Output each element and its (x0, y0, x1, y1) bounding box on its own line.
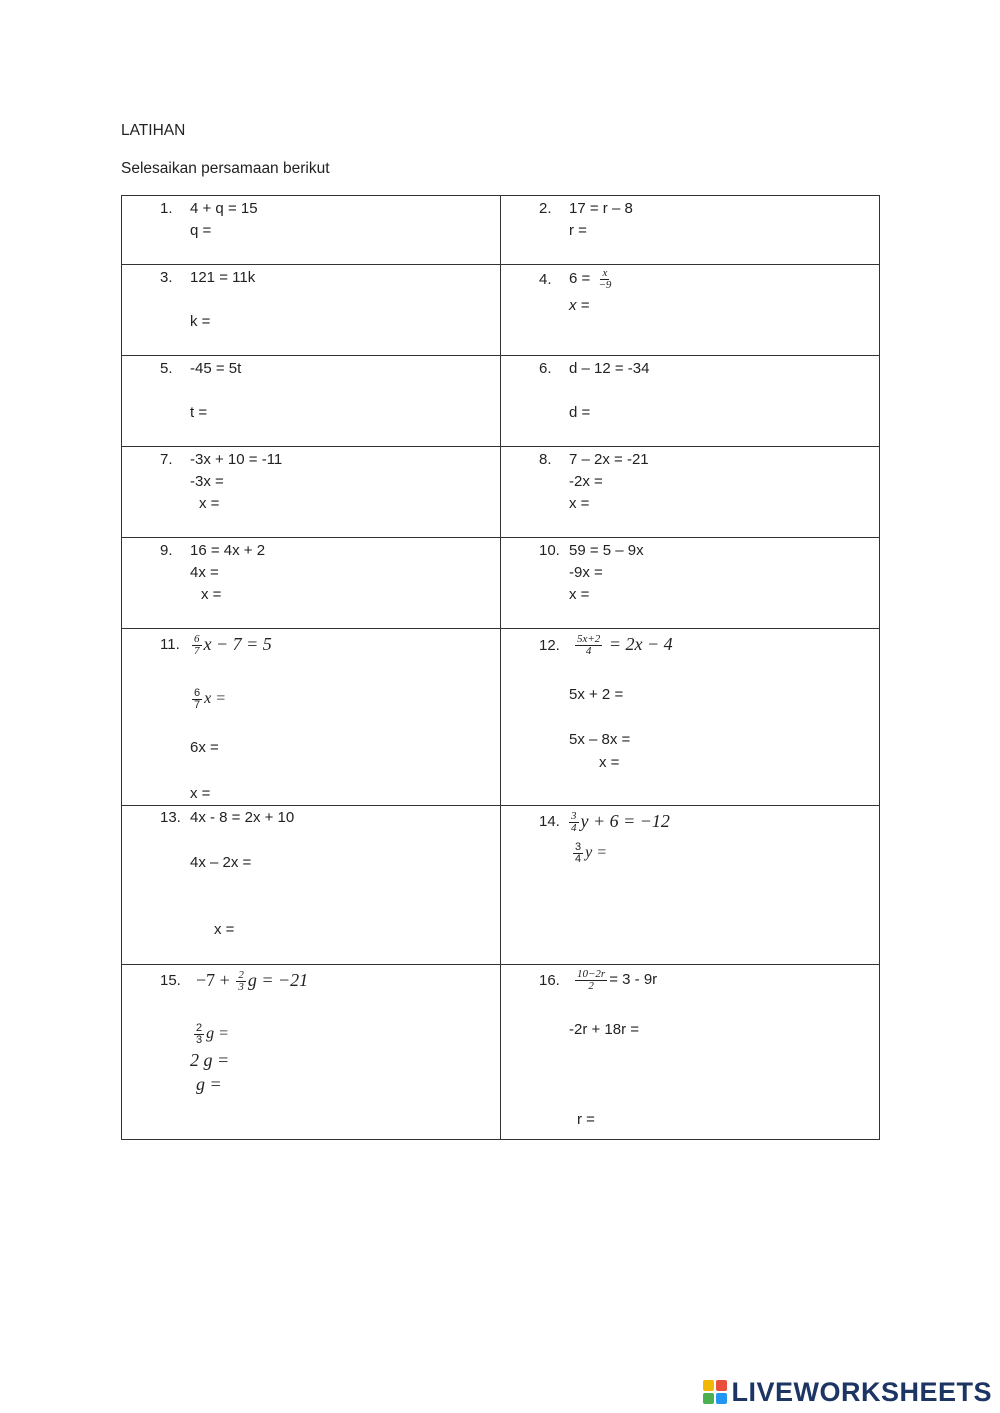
page-title: LATIHAN (121, 122, 186, 139)
instruction-text: Selesaikan persamaan berikut (121, 160, 330, 177)
answer-line: 4x = (190, 564, 219, 581)
problem-number: 12. (539, 637, 560, 654)
problem-number: 11. (160, 636, 180, 653)
equation: $\frac{3}{4}$ y + 6 = −12 (571, 810, 670, 835)
answer-line: x = (599, 754, 620, 771)
answer-line: $\frac{6}{7}$ x = (194, 686, 227, 711)
answer-line: $\frac{2}{3}$ g = (196, 1021, 229, 1046)
liveworksheets-watermark (703, 1377, 992, 1407)
answer-line: x = (190, 785, 211, 802)
fraction: $\frac{x}{-9}$ (598, 266, 612, 291)
problem-number: 4. (539, 271, 552, 288)
problem-cell-6 (501, 356, 880, 447)
problem-number: 2. (539, 200, 552, 217)
problem-cell-15 (122, 965, 501, 1140)
equation: 59 = 5 – 9x (569, 542, 644, 559)
problem-cell-7 (122, 447, 501, 538)
problem-cell-13 (122, 806, 501, 965)
problem-cell-5 (122, 356, 501, 447)
problem-cell-8 (501, 447, 880, 538)
equation: $\frac{5x+2}{4}$ = 2x − 4 (577, 633, 673, 658)
problem-cell-16 (501, 965, 880, 1140)
answer-line: 5x – 8x = (569, 731, 631, 748)
equation: 121 = 11k (190, 269, 256, 286)
equation: 4x - 8 = 2x + 10 (190, 809, 295, 826)
answer-line: x = (569, 297, 590, 314)
equation: $\frac{10-2r}{2}$ = 3 - 9r (577, 967, 658, 992)
problem-cell-14 (501, 806, 880, 965)
liveworksheets-logo-icon (703, 1380, 727, 1404)
equation: 7 – 2x = -21 (569, 451, 649, 468)
equation: 17 = r – 8 (569, 200, 633, 217)
watermark-text: LIVEWORKSHEETS (731, 1376, 992, 1407)
problem-number: 3. (160, 269, 173, 286)
fraction: $\frac{6}{7}$ (194, 686, 201, 711)
fraction: $\frac{5x+2}{4}$ (577, 633, 601, 658)
equation: 6 = $\frac{x}{-9}$ (569, 266, 612, 291)
exercise-table (121, 195, 880, 1140)
problem-number: 13. (160, 809, 181, 826)
answer-line: d = (569, 404, 591, 421)
problem-number: 10. (539, 542, 560, 559)
problem-cell-3 (122, 265, 501, 356)
equation: 16 = 4x + 2 (190, 542, 266, 559)
problem-cell-9 (122, 538, 501, 629)
problem-number: 6. (539, 360, 552, 377)
problem-cell-10 (501, 538, 880, 629)
answer-line: x = (201, 586, 222, 603)
answer-line: 5x + 2 = (569, 686, 624, 703)
problem-number: 15. (160, 972, 181, 989)
problem-number: 7. (160, 451, 173, 468)
fraction: $\frac{2}{3}$ (196, 1021, 203, 1046)
equation: -45 = 5t (190, 360, 242, 377)
answer-line: g = (196, 1074, 222, 1094)
problem-cell-12 (501, 629, 880, 806)
answer-line: r = (577, 1111, 595, 1128)
answer-line: r = (569, 222, 587, 239)
fraction: $\frac{3}{4}$ (571, 810, 577, 835)
answer-line: 2 g = (190, 1050, 230, 1070)
equation: −7 + $\frac{2}{3}$ g = −21 (196, 969, 309, 994)
equation: -3x + 10 = -11 (190, 451, 283, 468)
equation: 4 + q = 15 (190, 200, 258, 217)
answer-line: $\frac{3}{4}$ y = (575, 840, 608, 865)
answer-line: -3x = (190, 473, 224, 490)
problem-cell-1 (122, 196, 501, 265)
problem-cell-11 (122, 629, 501, 806)
answer-line: 4x – 2x = (190, 854, 252, 871)
answer-line: x = (569, 495, 590, 512)
problem-number: 1. (160, 200, 173, 217)
answer-line: x = (214, 921, 235, 938)
answer-line: t = (190, 404, 208, 421)
fraction: $\frac{3}{4}$ (575, 840, 582, 865)
problem-number: 8. (539, 451, 552, 468)
fraction: $\frac{6}{7}$ (194, 633, 200, 658)
answer-line: x = (199, 495, 220, 512)
problem-number: 5. (160, 360, 173, 377)
fraction: $\frac{2}{3}$ (238, 969, 244, 994)
answer-line: x = (569, 586, 590, 603)
problem-number: 14. (539, 813, 560, 830)
answer-line: 6x = (190, 739, 219, 756)
equation: d – 12 = -34 (569, 360, 650, 377)
problem-cell-4 (501, 265, 880, 356)
fraction: $\frac{10-2r}{2}$ (577, 967, 606, 992)
answer-line: q = (190, 222, 212, 239)
answer-line: -2x = (569, 473, 603, 490)
answer-line: k = (190, 313, 211, 330)
problem-number: 9. (160, 542, 173, 559)
answer-line: -9x = (569, 564, 603, 581)
answer-line: -2r + 18r = (569, 1021, 640, 1038)
problem-cell-2 (501, 196, 880, 265)
problem-number: 16. (539, 972, 560, 989)
equation: $\frac{6}{7}$ x − 7 = 5 (194, 633, 272, 658)
